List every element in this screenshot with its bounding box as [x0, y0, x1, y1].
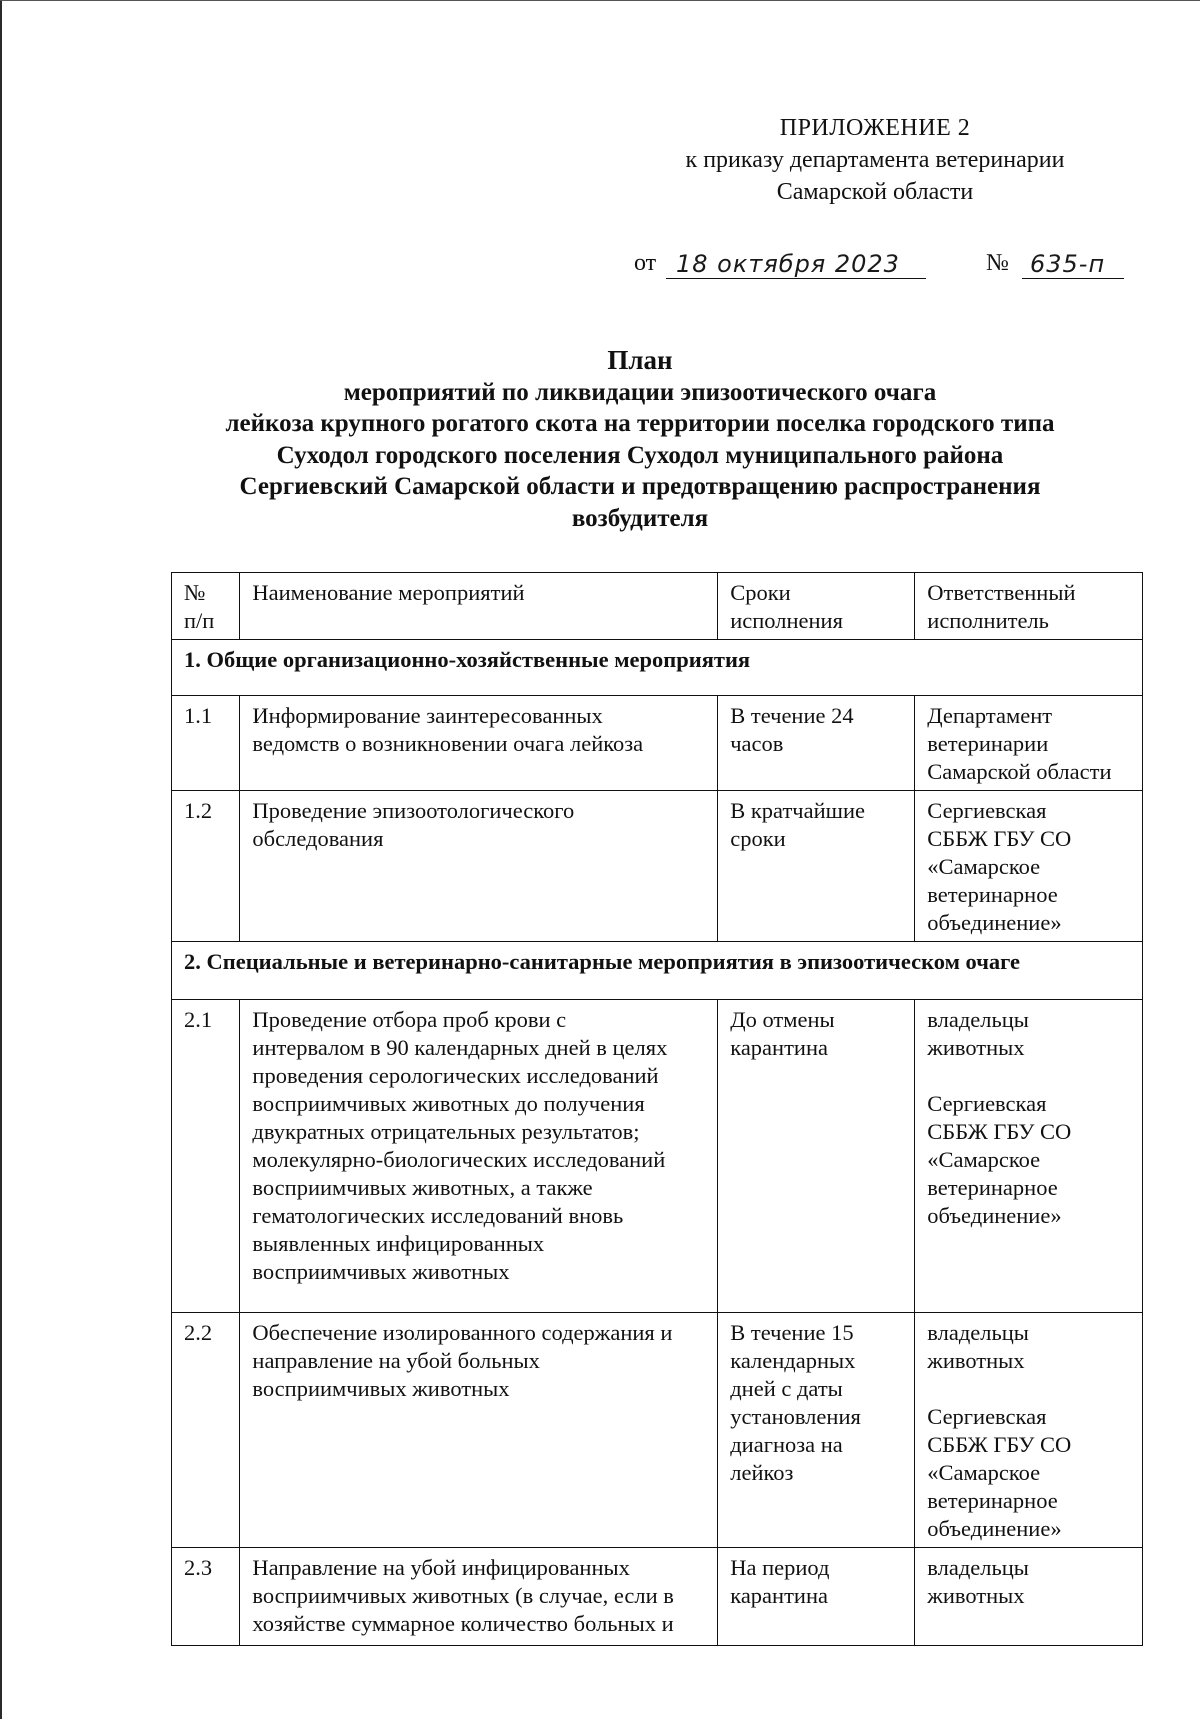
- order-date-handwritten: 18 октября 2023: [666, 250, 926, 279]
- row-term: [718, 1313, 915, 1548]
- row-resp: [915, 1548, 1143, 1646]
- header-term-line-1: Сроки: [730, 580, 791, 605]
- section-1-heading: 1. Общие организационно-хозяйственные мероприятия: [172, 640, 1143, 696]
- row-name-line: обследования: [252, 826, 384, 851]
- document-title: [160, 345, 1120, 534]
- row-resp: [915, 1000, 1143, 1313]
- row-name-line: Обеспечение изолированного содержания и: [252, 1320, 673, 1345]
- table-header-row: [172, 573, 1143, 640]
- title-line-1: План: [607, 345, 673, 375]
- plan-table: [171, 572, 1143, 1646]
- scan-edge: [0, 0, 2, 1719]
- row-num: 2.1: [172, 1000, 240, 1313]
- row-resp-line: ветеринарное: [927, 1175, 1058, 1200]
- table-row: [172, 1000, 1143, 1313]
- row-term-line: карантина: [730, 1583, 828, 1608]
- row-resp-line: «Самарское: [927, 1147, 1041, 1172]
- table-row: [172, 791, 1143, 942]
- row-term-line: лейкоз: [730, 1460, 794, 1485]
- row-name-line: Направление на убой инфицированных: [252, 1555, 630, 1580]
- row-name-line: выявленных инфицированных: [252, 1231, 545, 1256]
- title-line-6: возбудителя: [571, 504, 709, 532]
- appendix-line-2: Самарской области: [776, 179, 974, 205]
- row-resp-line: объединение»: [927, 910, 1062, 935]
- appendix-line-1: к приказу департамента ветеринарии: [685, 147, 1065, 173]
- title-line-2: мероприятий по ликвидации эпизоотического очага: [343, 378, 937, 406]
- spacer: [927, 1062, 1132, 1090]
- row-term-line: календарных: [730, 1348, 856, 1373]
- row-term-line: часов: [730, 731, 784, 756]
- section-2-heading: 2. Специальные и ветеринарно-санитарные мероприятия в эпизоотическом очаге: [172, 942, 1143, 1000]
- row-name: [240, 791, 718, 942]
- row-name-line: проведения серологических исследований: [252, 1063, 659, 1088]
- row-resp-line: «Самарское: [927, 854, 1041, 879]
- scan-edge-top: [0, 0, 1200, 1]
- row-name-line: восприимчивых животных до получения: [252, 1091, 645, 1116]
- row-resp-line: Сергиевская: [927, 1091, 1047, 1116]
- row-resp-line: владельцы: [927, 1320, 1029, 1345]
- row-resp-line: животных: [927, 1583, 1025, 1608]
- row-resp-line: СББЖ ГБУ СО: [927, 1119, 1072, 1144]
- row-term-line: установления: [730, 1404, 861, 1429]
- row-resp-line: ветеринарии: [927, 731, 1049, 756]
- row-name-line: Информирование заинтересованных: [252, 703, 603, 728]
- row-term: [718, 791, 915, 942]
- row-term-line: диагноза на: [730, 1432, 843, 1457]
- row-num: 2.3: [172, 1548, 240, 1646]
- header-num-line-1: №: [184, 580, 206, 605]
- appendix-header: [620, 112, 1130, 208]
- row-term-line: До отмены: [730, 1007, 835, 1032]
- row-name: [240, 1548, 718, 1646]
- row-resp-line: Самарской области: [927, 759, 1112, 784]
- row-name: [240, 696, 718, 791]
- row-resp-line: СББЖ ГБУ СО: [927, 826, 1072, 851]
- row-term-line: сроки: [730, 826, 786, 851]
- title-line-5: Сергиевский Самарской области и предотвращению распространения: [239, 473, 1041, 500]
- row-term-line: В течение 15: [730, 1320, 854, 1345]
- header-resp-line-1: Ответственный: [927, 580, 1076, 605]
- row-name-line: направление на убой больных: [252, 1348, 540, 1373]
- title-line-3: лейкоза крупного рогатого скота на территории поселка городского типа: [225, 410, 1055, 437]
- order-number-handwritten: 635-п: [1022, 250, 1124, 279]
- row-name-line: восприимчивых животных: [252, 1259, 510, 1284]
- row-num: 2.2: [172, 1313, 240, 1548]
- row-term-line: В течение 24: [730, 703, 854, 728]
- row-resp-line: животных: [927, 1348, 1025, 1373]
- row-num: 1.1: [172, 696, 240, 791]
- row-name-line: Проведение эпизоотологического: [252, 798, 575, 823]
- spacer: [927, 1375, 1132, 1403]
- table-row: [172, 1548, 1143, 1646]
- row-resp-line: Сергиевская: [927, 798, 1047, 823]
- section-row: [172, 942, 1143, 1000]
- row-name-line: восприимчивых животных (в случае, если в: [252, 1583, 674, 1608]
- row-term: [718, 1548, 915, 1646]
- row-resp-line: объединение»: [927, 1516, 1062, 1541]
- title-line-4: Суходол городского поселения Суходол муниципального района: [276, 441, 1004, 469]
- row-resp: [915, 1313, 1143, 1548]
- row-name-line: хозяйстве суммарное количество больных и: [252, 1611, 674, 1636]
- row-resp-line: ветеринарное: [927, 882, 1058, 907]
- header-num-line-2: п/п: [184, 608, 215, 633]
- row-term-line: На период: [730, 1555, 830, 1580]
- table-row: [172, 696, 1143, 791]
- row-name-line: ведомств о возникновении очага лейкоза: [252, 731, 644, 756]
- row-resp-line: «Самарское: [927, 1460, 1041, 1485]
- row-term: [718, 696, 915, 791]
- row-resp-line: объединение»: [927, 1203, 1062, 1228]
- row-resp-line: Сергиевская: [927, 1404, 1047, 1429]
- row-name-line: восприимчивых животных: [252, 1376, 510, 1401]
- row-term: [718, 1000, 915, 1313]
- row-resp-line: владельцы: [927, 1007, 1029, 1032]
- row-term-line: В кратчайшие: [730, 798, 865, 823]
- header-term-line-2: исполнения: [730, 608, 843, 633]
- section-row: [172, 640, 1143, 696]
- row-name: [240, 1000, 718, 1313]
- row-num: 1.2: [172, 791, 240, 942]
- row-name-line: двукратных отрицательных результатов;: [252, 1119, 640, 1144]
- order-number-label: №: [986, 250, 1009, 276]
- header-resp: [915, 573, 1143, 640]
- table-row: [172, 1313, 1143, 1548]
- row-resp: [915, 791, 1143, 942]
- row-name: [240, 1313, 718, 1548]
- header-term: [718, 573, 915, 640]
- row-resp: [915, 696, 1143, 791]
- row-name-line: молекулярно-биологических исследований: [252, 1147, 666, 1172]
- row-resp-line: владельцы: [927, 1555, 1029, 1580]
- row-resp-line: Департамент: [927, 703, 1053, 728]
- header-num: [172, 573, 240, 640]
- header-name: Наименование мероприятий: [240, 573, 718, 640]
- order-reference: [630, 250, 1130, 282]
- row-name-line: гематологических исследований вновь: [252, 1203, 624, 1228]
- header-resp-line-2: исполнитель: [927, 608, 1049, 633]
- row-term-line: дней с даты: [730, 1376, 843, 1401]
- row-name-line: интервалом в 90 календарных дней в целях: [252, 1035, 668, 1060]
- row-resp-line: животных: [927, 1035, 1025, 1060]
- row-resp-line: ветеринарное: [927, 1488, 1058, 1513]
- row-term-line: карантина: [730, 1035, 828, 1060]
- appendix-title: ПРИЛОЖЕНИЕ 2: [779, 115, 971, 141]
- row-name-line: восприимчивых животных, а также: [252, 1175, 593, 1200]
- row-resp-line: СББЖ ГБУ СО: [927, 1432, 1072, 1457]
- order-from-label: от: [634, 250, 657, 276]
- row-name-line: Проведение отбора проб крови с: [252, 1007, 567, 1032]
